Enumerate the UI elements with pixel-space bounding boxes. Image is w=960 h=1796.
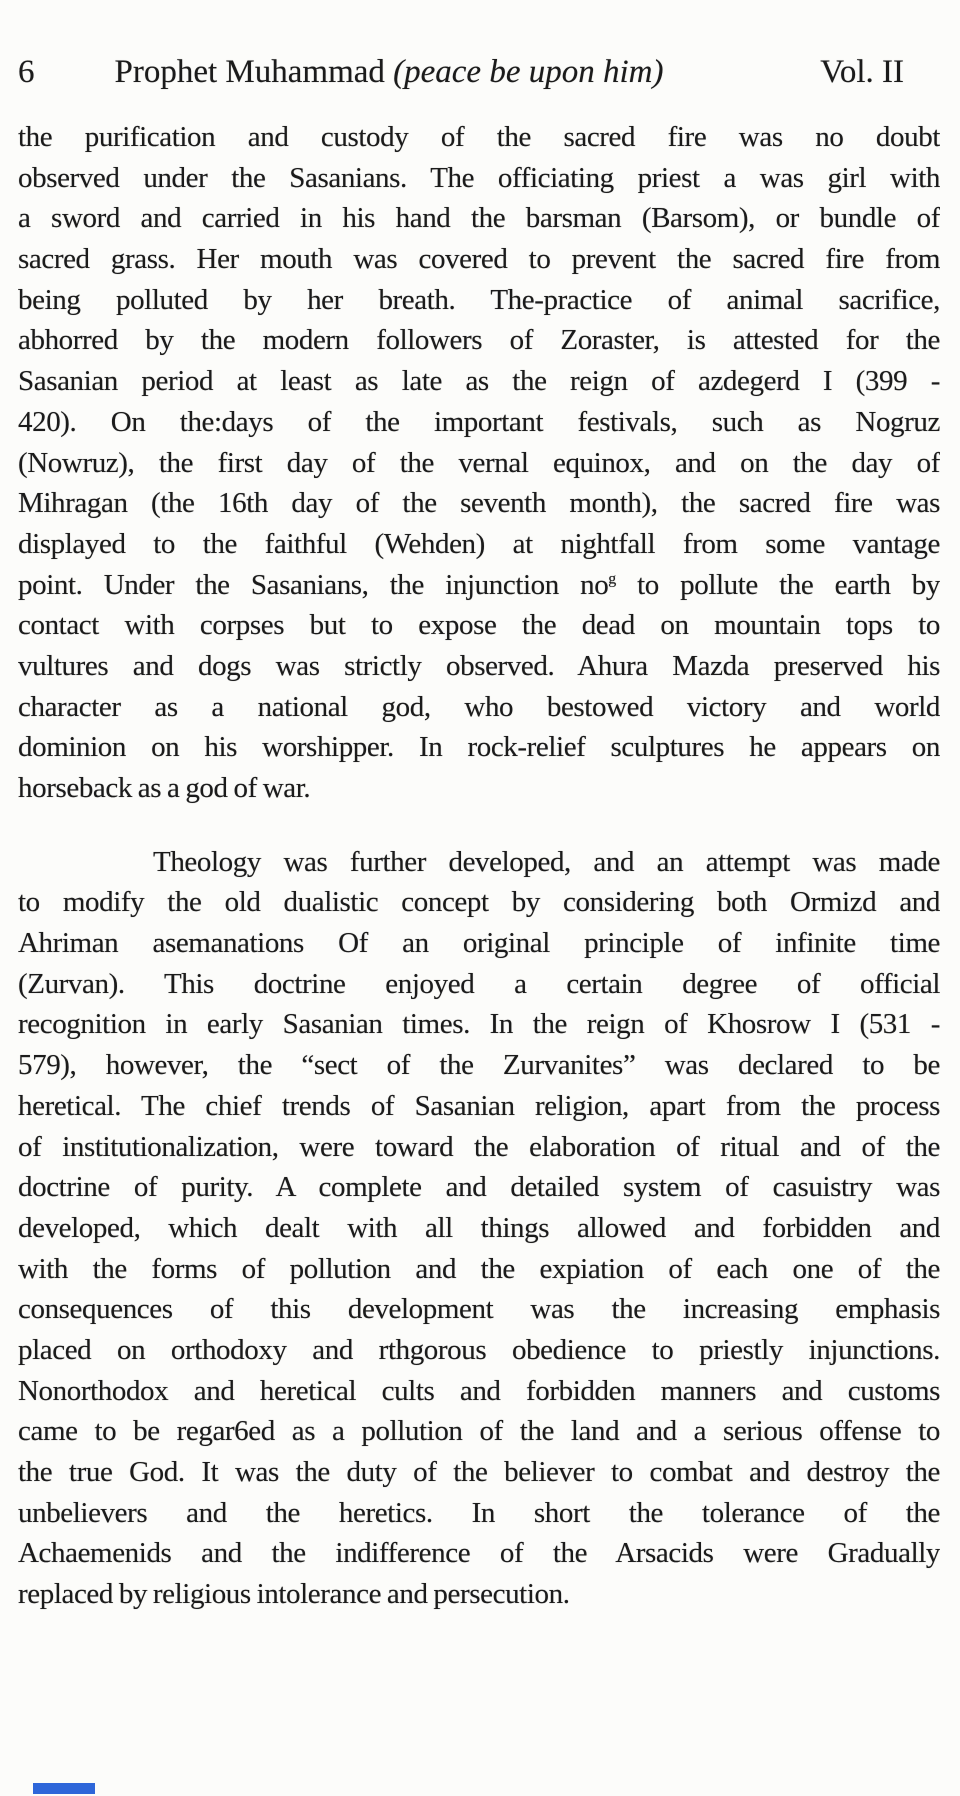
- text-line: recognition in early Sasanian times. In the reign of Khosrow I (531 -: [18, 1008, 940, 1041]
- text-line: heretical. The chief trends of Sasanian religion, apart from the process: [18, 1089, 940, 1122]
- text-line: developed, which dealt with all things allowed and forbidden and: [18, 1211, 940, 1244]
- text-line: the true God. It was the duty of the believer to combat and destroy the: [18, 1456, 940, 1488]
- text-line: a sword and carried in his hand the barsman (Barsom), or bundle of: [18, 202, 940, 235]
- text-line: to modify the old dualistic concept by considering both Ormizd and: [18, 886, 940, 919]
- text-line: the purification and custody of the sacred fire was no doubt: [18, 121, 940, 153]
- running-header: [0, 0, 960, 92]
- text-line: Sasanian period at least as late as the reign of azdegerd I (399 -: [18, 365, 940, 398]
- paragraph-1: [18, 117, 940, 809]
- paragraph-2: [18, 842, 940, 1615]
- text-line: (Zurvan). This doctrine enjoyed a certain degree of official: [18, 967, 940, 1000]
- text-line: unbelievers and the heretics. In short the tolerance of the: [18, 1496, 940, 1529]
- text-line: dominion on his worshipper. In rock-relief sculptures he appears on: [18, 731, 940, 764]
- text-line: observed under the Sasanians. The officiating priest a was girl with: [18, 161, 940, 194]
- page-number: 6: [18, 54, 35, 90]
- text-line: horseback as a god of war.: [18, 772, 311, 804]
- text-line: (Nowruz), the first day of the vernal equinox, and on the day of: [18, 446, 940, 479]
- superscript-note: g: [608, 569, 616, 587]
- text-line: Ahriman asemanations Of an original principle of infinite time: [18, 927, 940, 960]
- text-line: came to be regar6ed as a pollution of the land and a serious offense to: [18, 1415, 940, 1448]
- text-line: with the forms of pollution and the expiation of each one of the: [18, 1252, 940, 1285]
- text-line: consequences of this development was the increasing emphasis: [18, 1293, 940, 1326]
- text-line: of institutionalization, were toward the elaboration of ritual and of the: [18, 1130, 940, 1163]
- text-line: displayed to the faithful (Wehden) at nightfall from some vantage: [18, 527, 940, 560]
- text-line: point. Under the Sasanians, the injunction $no^g$ to pollute the earth by: [18, 568, 940, 601]
- text-line: 420). On the:days of the important festivals, such as Nogruz: [18, 405, 940, 438]
- text-line: Achaemenids and the indifference of the Arsacids were Gradually: [18, 1537, 940, 1570]
- page-title-regular: Prophet Muhammad: [114, 54, 385, 90]
- text-line: abhorred by the modern followers of Zoraster, is attested for the: [18, 324, 940, 357]
- text-line: 579), however, the “sect of the Zurvanites” was declared to be: [18, 1049, 940, 1082]
- text-line: contact with corpses but to expose the dead on mountain tops to: [18, 609, 940, 642]
- text-line: Mihragan (the 16th day of the seventh month), the sacred fire was: [18, 487, 940, 520]
- text-line: being polluted by her breath. The-practice of animal sacrifice,: [18, 283, 940, 316]
- scan-artifact-blue-bar: [33, 1783, 95, 1794]
- text-line: Nonorthodox and heretical cults and forbidden manners and customs: [18, 1374, 940, 1407]
- text-line: character as a national god, who bestowed victory and world: [18, 690, 940, 723]
- page-title: [115, 52, 664, 92]
- text-line: vultures and dogs was strictly observed. Ahura Mazda preserved his: [18, 649, 940, 682]
- text-line: sacred grass. Her mouth was covered to prevent the sacred fire from: [18, 243, 940, 276]
- page-title-italic: (peace be upon him): [393, 54, 664, 90]
- text-line: placed on orthodoxy and rthgorous obedience to priestly injunctions.: [18, 1333, 940, 1366]
- text-line: Theology was further developed, and an attempt was made: [153, 845, 940, 878]
- page-body: [0, 92, 960, 1615]
- text-line: doctrine of purity. A complete and detailed system of casuistry was: [18, 1171, 940, 1204]
- volume-label: Vol. II: [820, 54, 904, 90]
- text-line: replaced by religious intolerance and persecution.: [18, 1578, 570, 1611]
